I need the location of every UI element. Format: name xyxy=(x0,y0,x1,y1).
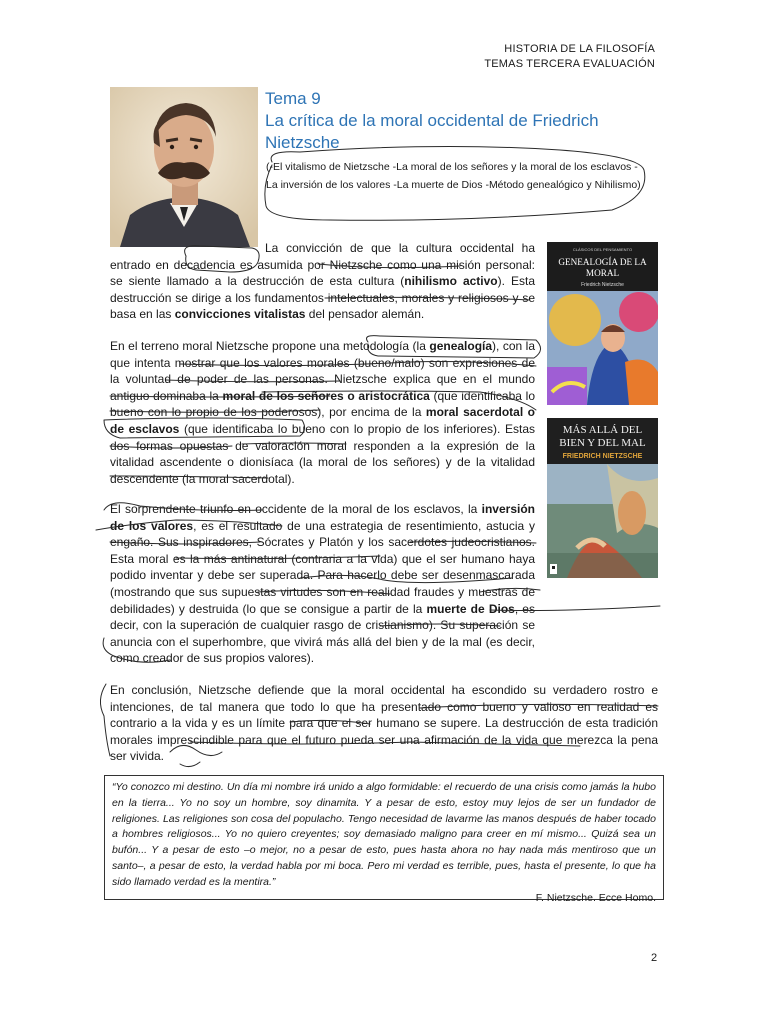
p3-bold-death-of-god: muerte de Dios xyxy=(426,601,515,616)
p2-bold-genealogy: genealogía xyxy=(429,339,493,353)
book2-title-line2: BIEN Y DEL MAL xyxy=(559,437,646,449)
paragraph-genealogy xyxy=(110,338,535,487)
p1-bold-vitalism: convicciones vitalistas xyxy=(174,307,306,322)
book1-series: CLÁSICOS DEL PENSAMIENTO xyxy=(572,247,633,252)
header-subject: HISTORIA DE LA FILOSOFÍA xyxy=(504,43,655,55)
topic-heading xyxy=(265,88,665,154)
p3-text-2: , es el resultado de una estrategia de resentimiento, astucia y engaño. Sus inspiradores, Sócrates y Platón y los sacerdotes judeocristianos. Esta moral es la más antinatural (contraria a la vida) que el ser humano haya podido inventar y debe ser superada. Para hacerlo debe ser desenmascarada (mostrando que sus supuestas virtudes son en realidad fraudes y muestras de debilidades) y destruida (lo que se consigue a partir de la xyxy=(110,518,535,616)
quote-attribution: F. Nietzsche. Ecce Homo. xyxy=(535,891,656,904)
p1-bold-nihilism: nihilismo activo xyxy=(404,274,498,289)
p2-bold-slave-moral: moral sacerdotal o de esclavos xyxy=(110,405,535,436)
quote-text: “Yo conozco mi destino. Un día mi nombre irá unido a algo formidable: el recuerdo de una crisis como jamás la hubo en la tierra... Yo no soy un hombre, soy dinamita. Y a pesar de esto, estoy muy lejos de ser un fundador de religiones. Las religiones son cosa del populacho. Tengo necesidad de lavarme las manos después de haber tocado a hombres religiosos... Yo no quiero creyentes; soy demasiado maligno para creer en mí mismo... Quizá sea un bufón... Y a pesar de esto –o mejor, no a pesar de esto, pues hasta ahora no hay nada más mentiroso que un santo–, a pesar de esto, la verdad habla por mi boca. Pero mi verdad es terrible, pues, hasta el presente, lo que ha sido llamado verdad es la mentira.” xyxy=(112,781,656,888)
book1-title-line1: GENEALOGÍA DE LA xyxy=(558,257,647,267)
p3-text-3: , es decir, con la superación de cualquier rasgo de cristianismo). Su superación se anuncia con el superhombre, que vivirá más allá del bien y de la mal (es decir, como creador de sus propios valores). xyxy=(110,601,535,666)
book2-title-line1: MÁS ALLÁ DEL xyxy=(562,424,643,436)
page-number: 2 xyxy=(651,952,658,964)
topic-title-line1: La crítica de la moral occidental de Friedrich xyxy=(265,111,599,130)
document-header xyxy=(484,42,655,72)
paragraph-inversion xyxy=(110,501,535,667)
paragraph-decadence xyxy=(110,240,535,323)
header-evaluation: TEMAS TERCERA EVALUACIÓN xyxy=(484,58,655,70)
p3-text-1: El sorprendente triunfo en occidente de la moral de los esclavos, la xyxy=(110,502,482,516)
book2-author: FRIEDRICH NIETZSCHE xyxy=(562,453,643,460)
p1-text-1: La convicción de que la cultura occidental ha entrado en decadencia es asumida por Nietzsche como una misión personal: se siente llamado a la destrucción de esta cultura ( xyxy=(110,241,535,289)
paragraph-conclusion: En conclusión, Nietzsche defiende que la moral occidental ha escondido su verdadero rostro e intenciones, de tal manera que todo lo que ha presentado como bueno y valioso en realidad es contrario a la vida y es un límite para que el ser humano se supere. La destrucción de esta tradición morales imprescindible para que el futuro pueda ser una afirmación de la vida que merezca la pena ser vivida. xyxy=(110,683,658,764)
p2-text-3: (que identificaba lo bueno con lo propio de los poderosos), por encima de la xyxy=(110,388,535,420)
book1-title-line2: MORAL xyxy=(585,268,620,278)
book1-author: Friedrich Nietzsche xyxy=(581,282,624,288)
p1-text-3: del pensador alemán. xyxy=(305,307,425,322)
p2-text-1: En el terreno moral Nietzsche propone una metodología (la xyxy=(110,339,430,353)
book-cover-mas-alla xyxy=(547,418,658,578)
p1-text-2: ). Esta destrucción se dirige a los fundamentos intelectuales, morales y religiosos y se basa en las xyxy=(110,274,535,322)
p2-text-2: ), con la que intenta mostrar que los valores morales (bueno/malo) son expresiones de la voluntad de poder de las personas. Nietzsche explica que en el mundo antiguo dominaba la xyxy=(110,339,535,403)
topic-subtopics: (-El vitalismo de Nietzsche -La moral de los señores y la moral de los esclavos -La inversión de los valores -La muerte de Dios -Método genealógico y Nihilismo) xyxy=(266,161,641,191)
nietzsche-portrait xyxy=(110,87,258,247)
topic-number: Tema 9 xyxy=(265,89,321,108)
p3-bold-inversion: inversión de los valores xyxy=(110,502,535,533)
book-cover-genealogia xyxy=(547,242,658,405)
topic-title-line2: Nietzsche xyxy=(265,133,340,152)
ecce-homo-quote-box xyxy=(104,775,664,904)
p2-bold-masters-moral: moral de los señores o aristocrática xyxy=(222,388,430,403)
p2-text-4: (que identificaba lo bueno con lo propio de los inferiores). Estas dos formas opuestas de valoración moral responden a la expresión de la vitalidad ascendente o dionisíaca (la moral de los señores) y de la vitalidad descendente (la moral sacerdotal). xyxy=(110,421,536,486)
